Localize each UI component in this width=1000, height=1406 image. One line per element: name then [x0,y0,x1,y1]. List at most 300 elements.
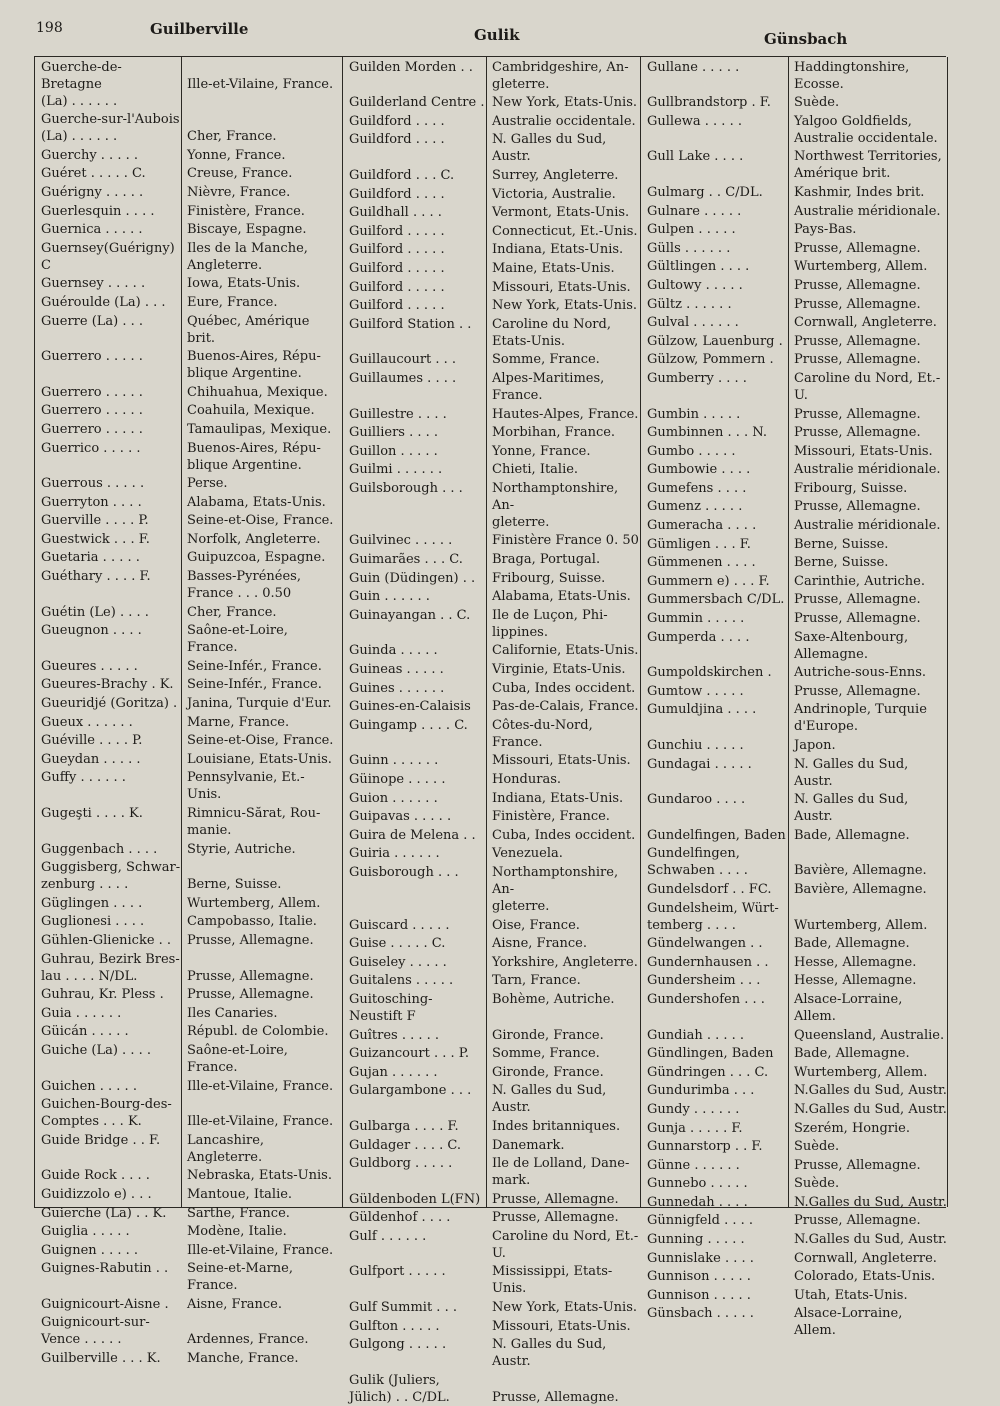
place-name: Guildford . . . . [349,113,445,129]
entry-row [343,441,643,460]
place-location: Bavière, Allemagne. [794,863,927,879]
place-name: Guinn . . . . . . [349,753,439,769]
place-location: Indiana, Etats-Unis. [492,242,624,258]
place-name: Gueydan . . . . . [41,751,141,767]
place-name: Guerlesquin . . . . [41,203,155,219]
place-name: Guerche-sur-l'Aubois (La) . . . . . . [41,112,180,145]
place-name: Gültlingen . . . . [647,259,750,275]
place-name: Guilliers . . . . [349,425,439,441]
place-name: Gulik (Juliers, Jülich) . . C/DL. [349,1372,450,1405]
place-location: N. Galles du Sud, Austr. [492,1083,607,1116]
entry-row [343,1025,643,1044]
place-location: Wurtemberg, Allem. [794,259,928,275]
entry-row [343,1154,643,1190]
place-name: Guisborough . . . [349,864,459,880]
entry-row [343,1297,643,1316]
place-location: Gironde, France. [492,1064,604,1080]
entry-row [343,697,643,716]
entry-row [35,1003,335,1022]
place-location: Missouri, Etats-Unis. [794,443,933,459]
place-name: Gumpoldskirchen . [647,665,772,681]
entry-row [343,531,643,550]
entry-row [35,238,335,274]
place-name: Guillaumes . . . . [349,370,457,386]
entry-row [641,441,947,460]
entry-row [35,656,335,675]
place-name: Guignicourt-Aisne . [41,1296,169,1312]
place-name: Guerrero . . . . . [41,384,143,400]
entry-row [35,438,335,474]
place-name: Guggisberg, Schwar- zenburg . . . . [41,860,181,893]
entry-row [343,314,643,350]
place-location: Prusse, Allemagne. [794,296,921,312]
entry-row [35,768,335,804]
place-location: Guipuzcoa, Espagne. [187,550,326,566]
place-name: Gunnison . . . . . [647,1287,751,1303]
place-name: Gulf Summit . . . [349,1300,457,1316]
place-name: Gültz . . . . . . [647,296,732,312]
place-name: Guiglia . . . . . [41,1224,130,1240]
place-location: Cher, France. [187,129,277,145]
entry-row [343,1116,643,1135]
place-location: Prusse, Allemagne. [794,683,921,699]
column-divider [486,57,487,1207]
entry-row [641,1229,947,1248]
entry-row [641,790,947,826]
place-location: N.Galles du Sud, Austr. [794,1083,947,1099]
place-name: Gundernhausen . . [647,954,769,970]
place-name: Gundelsdorf . . FC. [647,881,772,897]
place-location: Républ. de Colombie. [187,1024,329,1040]
entry-row [35,1166,335,1185]
entry-row [343,111,643,130]
entry-row [641,350,947,369]
place-name: Güinope . . . . . [349,772,446,787]
place-location: Styrie, Autriche. [187,841,296,857]
place-name: Gundaroo . . . . [647,792,746,808]
entry-row [343,93,643,112]
place-location: Sarthe, France. [187,1205,290,1221]
gazetteer-table [34,56,947,1405]
entry-row [35,474,335,493]
place-name: Guichen-Bourg-des- Comptes . . . K. [41,1097,172,1130]
entry-row [35,1022,335,1041]
place-name: Gumenz . . . . . [647,499,743,515]
place-name: Gultowy . . . . . [647,277,743,293]
entry-row [35,893,335,912]
entry-row [641,553,947,572]
place-name: Guineas . . . . . [349,662,444,678]
place-location: Suède. [794,1139,840,1155]
place-location: Seine-Infér., France. [187,658,322,674]
place-name: Gugeşti . . . . K. [41,806,143,821]
place-location: Prusse, Allemagne. [492,1191,619,1207]
place-location: Cornwall, Angleterre. [794,315,937,331]
place-name: Gummern e) . . . F. [647,573,770,589]
entry-row [641,700,947,736]
place-name: Guitalens . . . . . [349,973,454,989]
entry-row [641,971,947,990]
place-name: Guîtres . . . . . [349,1027,440,1043]
place-name: Güglingen . . . . [41,895,143,911]
place-location: Alsace-Lorraine, Allem. [794,1306,903,1339]
place-name: Gundershofen . . . [647,991,765,1007]
place-name: Gunja . . . . . F. [647,1120,743,1136]
place-name: Gumbin . . . . . [647,406,741,422]
entry-row [343,678,643,697]
place-name: Güldenboden L(FN) [349,1191,481,1207]
place-name: Günne . . . . . . [647,1157,740,1173]
place-name: Gulfton . . . . . [349,1318,440,1334]
place-name: Gumperda . . . . [647,629,750,645]
place-location: Seine-et-Oise, France. [187,733,334,749]
place-name: Guines-en-Calaisis [349,699,471,715]
entry-row [35,1259,335,1295]
entry-row [343,605,643,641]
place-location: Prusse, Allemagne. [794,592,921,608]
place-location: Tarn, France. [492,973,581,989]
entry-row [35,602,335,621]
entry-row [343,751,643,770]
place-name: Guerrero . . . . . [41,421,143,437]
place-location: Tamaulipas, Mexique. [187,421,332,437]
column-divider [181,57,182,1207]
place-name: Gundagai . . . . . [647,756,752,772]
place-name: Guillaucourt . . . [349,352,457,368]
place-name: Gunning . . . . . [647,1232,745,1248]
place-name: Gumeracha . . . . [647,518,757,534]
place-name: Guérigny . . . . . [41,184,144,200]
entry-row [641,1267,947,1286]
entry-row [641,663,947,682]
entry-row [343,57,643,93]
running-head-middle: Gulik [474,26,520,44]
place-location: Haddingtonshire, Ecosse. [794,59,910,92]
place-location: Kashmir, Indes brit. [794,184,925,200]
place-location: Chieti, Italie. [492,462,579,478]
place-name: Guines . . . . . . [349,680,445,696]
place-location: Mantoue, Italie. [187,1186,293,1202]
entry-row [343,130,643,166]
place-location: Utah, Etats-Unis. [794,1287,908,1303]
entry-row [641,989,947,1025]
place-name: Gullane . . . . . [647,59,740,75]
place-location: Morbihan, France. [492,425,616,441]
place-location: Gironde, France. [492,1027,604,1043]
place-name: Gulmarg . . C/DL. [647,184,763,200]
place-name: Guernsey . . . . . [41,276,146,292]
place-location: Prusse, Allemagne. [794,277,921,293]
entry-row [641,1192,947,1211]
place-name: Guia . . . . . . [41,1005,122,1021]
place-location: N. Galles du Sud, Austr. [492,1337,607,1370]
running-head-left: Guilberville [150,20,249,38]
place-name: Guildhall . . . . [349,205,442,221]
place-name: Guion . . . . . . [349,790,438,806]
place-name: Guilvinec . . . . . [349,533,453,549]
entry-row [343,1208,643,1227]
place-location: Victoria, Australie. [492,186,616,202]
place-name: Gujan . . . . . . [349,1064,438,1080]
place-name: Gull Lake . . . . [647,149,744,165]
place-location: Berne, Suisse. [187,877,282,893]
place-name: Gulval . . . . . . [647,315,739,331]
place-location: Hesse, Allemagne. [794,954,917,970]
entry-row [35,274,335,293]
place-location: Fribourg, Suisse. [492,570,606,586]
place-name: Gümligen . . . F. [647,536,751,552]
place-location: Hesse, Allemagne. [794,973,917,989]
entry-row [35,1095,335,1131]
place-location: Creuse, France. [187,166,293,182]
place-name: Gunnislake . . . . [647,1250,754,1266]
entry-row [641,534,947,553]
place-location: Wurtemberg, Allem. [794,1064,928,1080]
entry-row [641,111,947,147]
column-2 [342,57,643,1405]
place-name: Gummin . . . . . [647,611,745,627]
place-name: Gumbowie . . . . [647,462,751,478]
place-location: Berne, Suisse. [794,536,889,552]
entry-row [641,1137,947,1156]
place-name: Guilmi . . . . . . [349,462,443,478]
entry-row [641,898,947,934]
entry-row [641,182,947,201]
place-location: Cuba, Indes occident. [492,827,636,843]
entry-row [35,182,335,201]
entry-row [343,1316,643,1335]
place-location: Seine-et-Marne, France. [187,1261,293,1294]
place-location: Seine-et-Oise, France. [187,513,334,529]
place-name: Gunnedah . . . . [647,1194,748,1210]
place-name: Gunnarstorp . . F. [647,1139,763,1155]
place-name: Gühlen-Glienicke . . [41,932,172,948]
place-name: Guira de Melena . . [349,827,476,843]
place-location: Wurtemberg, Allem. [794,917,928,933]
running-head-right: Günsbach [764,30,848,48]
place-location: Basses-Pyrénées, France . . . 0.50 [187,569,301,602]
place-name: Güldenhof . . . . [349,1210,451,1226]
place-name: Gundelfingen, Schwaben . . . . [647,846,748,879]
place-name: Guignes-Rabutin . . [41,1261,169,1277]
entry-row [641,294,947,313]
entry-row [35,110,335,146]
entry-row [343,807,643,826]
place-name: Guinda . . . . . [349,643,438,659]
place-location: Alpes-Maritimes, France. [492,370,605,403]
place-location: Prusse, Allemagne. [187,968,314,984]
place-location: Prusse, Allemagne. [794,425,921,441]
entry-row [35,201,335,220]
place-name: Guizancourt . . . P. [349,1046,469,1062]
place-name: Gulnare . . . . . [647,203,742,219]
entry-row [641,331,947,350]
place-name: Guernica . . . . . [41,222,143,238]
place-name: Guidizzolo e) . . . [41,1186,152,1202]
place-location: Yonne, France. [187,147,286,163]
place-location: Prusse, Allemagne. [794,1213,921,1229]
entry-row [641,257,947,276]
entry-row [35,693,335,712]
page-number: 198 [36,20,63,36]
place-name: Guignen . . . . . [41,1242,138,1258]
place-location: Nièvre, France. [187,184,291,200]
place-location: Alsace-Lorraine, Allem. [794,991,903,1024]
place-location: Prusse, Allemagne. [794,333,921,349]
place-location: Bade, Allemagne. [794,1046,910,1062]
place-name: Guhrau, Kr. Pless . [41,987,164,1003]
place-location: N. Galles du Sud, Austr. [794,756,909,789]
place-name: Guildford . . . . [349,132,445,148]
place-name: Guierche (La) . . K. [41,1205,167,1221]
place-name: Guldager . . . . C. [349,1137,462,1153]
place-location: Danemark. [492,1137,565,1153]
place-name: Guéroulde (La) . . . [41,294,166,310]
place-location: Bohème, Autriche. [492,991,615,1007]
place-location: Alabama, Etats-Unis. [492,589,631,605]
place-location: Suède. [794,95,840,111]
entry-row [35,382,335,401]
entry-row [343,1062,643,1081]
entry-row [641,515,947,534]
entry-row [343,971,643,990]
place-name: Guldborg . . . . . [349,1156,453,1172]
place-location: Québec, Amérique brit. [187,313,310,346]
place-location: Autriche-sous-Enns. [794,665,927,681]
entry-row [343,1135,643,1154]
place-name: Guillon . . . . . [349,443,438,459]
entry-row [343,568,643,587]
place-location: Finistère France 0. 50 [492,533,639,549]
entry-row [343,404,643,423]
place-name: Guilberville . . . K. [41,1351,161,1367]
place-location: Marne, France. [187,714,290,730]
entry-row [35,949,335,985]
entry-row [641,590,947,609]
place-location: Prusse, Allemagne. [794,352,921,368]
place-location: Oise, France. [492,917,580,933]
place-location: Prusse, Allemagne. [187,987,314,1003]
entry-row [343,203,643,222]
entry-row [35,492,335,511]
place-name: Guiscard . . . . . [349,917,450,933]
entry-row [35,930,335,949]
entry-row [343,769,643,788]
place-location: Maine, Etats-Unis. [492,260,615,276]
place-name: Guimarães . . . C. [349,552,463,568]
entry-row [35,912,335,931]
place-name: Guilford . . . . . [349,260,445,276]
entry-row [35,220,335,239]
place-location: Indes britanniques. [492,1118,621,1134]
entry-row [343,165,643,184]
place-name: Gullbrandstorp . F. [647,95,771,111]
entry-row [641,423,947,442]
place-location: Aisne, France. [187,1296,283,1312]
place-location: Prusse, Allemagne. [794,1157,921,1173]
place-location: Honduras. [492,772,561,787]
place-location: New York, Etats-Unis. [492,95,638,111]
place-location: Janina, Turquie d'Eur. [187,696,332,712]
place-location: Ille-et-Vilaine, France. [187,1078,334,1094]
entry-row [641,147,947,183]
place-location: Suède. [794,1176,840,1192]
place-location: N.Galles du Sud, Austr. [794,1232,947,1248]
place-location: Mississippi, Etats-Unis. [492,1264,613,1297]
place-location: Californie, Etats-Unis. [492,643,639,659]
entry-row [641,478,947,497]
place-name: Gündelwangen . . [647,936,763,952]
entry-row [641,404,947,423]
place-location: Ille-et-Vilaine, France. [187,76,334,92]
place-name: Gulf . . . . . . [349,1228,427,1244]
place-name: Gülzow, Pommern . [647,352,774,368]
place-name: Gulgong . . . . . [349,1337,447,1353]
entry-row [641,57,947,93]
entry-row [641,825,947,844]
place-name: Gulbarga . . . . F. [349,1118,459,1134]
place-location: Eure, France. [187,294,278,310]
entry-row [35,675,335,694]
place-location: Carinthie, Autriche. [794,573,925,589]
entry-row [343,989,643,1025]
entry-row [343,423,643,442]
entry-row [343,1262,643,1298]
place-location: Fribourg, Suisse. [794,480,908,496]
place-name: Gueures-Brachy . K. [41,677,174,693]
entry-row [641,460,947,479]
entry-row [641,1304,947,1340]
place-location: Prusse, Allemagne. [794,240,921,256]
entry-row [343,184,643,203]
place-location: Buenos-Aires, Répu- blique Argentine. [187,440,321,473]
place-location: Coahuila, Mexique. [187,403,315,419]
place-name: Guerche-de-Bretagne (La) . . . . . . [41,59,122,109]
place-name: Guhrau, Bezirk Bres- lau . . . . N/DL. [41,951,180,984]
place-name: Gueures . . . . . [41,658,138,674]
column-3 [640,57,948,1339]
entry-row [35,529,335,548]
place-name: Guerrico . . . . . [41,440,141,456]
entry-row [641,1155,947,1174]
place-name: Guggenbach . . . . [41,841,158,857]
place-name: Guilford . . . . . [349,242,445,258]
entry-row [35,1040,335,1076]
place-location: Prusse, Allemagne. [492,1389,619,1405]
entry-row [35,712,335,731]
place-location: Rimnicu-Sărat, Rou- manie. [187,806,321,838]
entry-row [641,1044,947,1063]
place-location: New York, Etats-Unis. [492,1300,638,1316]
place-name: Gullewa . . . . . [647,113,742,129]
entry-row [343,1189,643,1208]
place-name: Guilden Morden . . [349,59,473,75]
place-location: Ile de Lolland, Dane- mark. [492,1156,630,1189]
entry-row [35,1240,335,1259]
place-name: Gundersheim . . . [647,973,761,989]
place-name: Guillestre . . . . [349,406,447,422]
entry-row [35,164,335,183]
entry-row [343,1044,643,1063]
entry-row [35,57,335,110]
place-name: Gueuridjé (Goritza) . [41,696,178,712]
column-1 [34,57,335,1367]
entry-row [35,858,335,894]
place-location: Somme, France. [492,1046,600,1062]
place-location: Chihuahua, Mexique. [187,384,328,400]
entry-row [35,292,335,311]
place-location: Campobasso, Italie. [187,914,317,930]
